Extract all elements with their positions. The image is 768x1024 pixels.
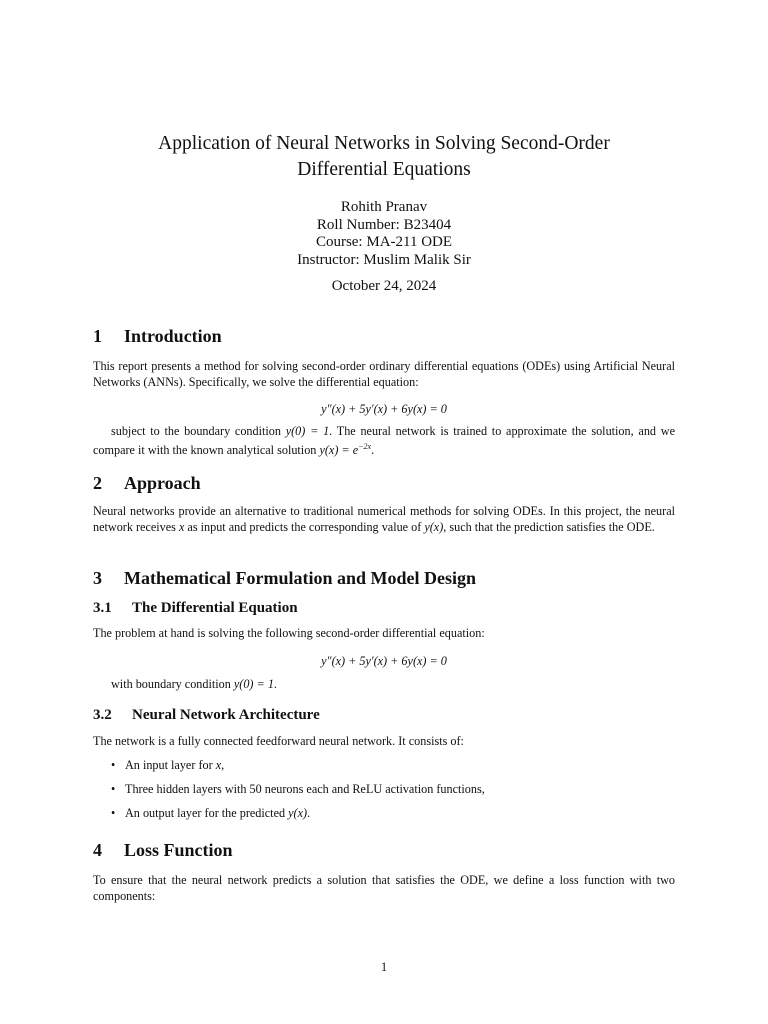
differential-equation: y″(x) + 5y′(x) + 6y(x) = 0 bbox=[321, 654, 447, 668]
introduction-equation: y″(x) + 5y′(x) + 6y(x) = 0 bbox=[321, 402, 447, 416]
text-span: . The neural network is trained to approximate the solution, and we compare it with the known analytical solution bbox=[93, 424, 675, 458]
author-roll-number: Roll Number: B23404 bbox=[316, 216, 452, 233]
subsection-heading-differential-equation bbox=[93, 600, 298, 617]
math-x: x bbox=[215, 758, 222, 772]
text-span: , bbox=[221, 758, 225, 772]
math-y-of-x: y(x) bbox=[288, 806, 308, 820]
subsection-title-text: The Differential Equation bbox=[132, 600, 298, 616]
text-span: Three hidden layers with 50 neurons each and ReLU activation functions, bbox=[125, 782, 485, 796]
text-span: . bbox=[371, 443, 375, 458]
subsection-number: 3.2 bbox=[93, 707, 112, 723]
paper-title-line1: Application of Neural Networks in Solving Second-Order bbox=[158, 133, 610, 154]
section-title-text: Loss Function bbox=[124, 840, 233, 860]
approach-paragraph bbox=[93, 503, 675, 535]
math-x: x bbox=[178, 520, 185, 534]
section-heading-approach bbox=[93, 473, 201, 494]
network-architecture-paragraph: The network is a fully connected feedforward neural network. It consists of: bbox=[93, 734, 464, 748]
math-y-of-x: y(x) bbox=[424, 520, 444, 534]
text-span: . bbox=[273, 677, 277, 691]
loss-function-paragraph: To ensure that the neural network predicts a solution that satisfies the ODE, we define a loss function with two components: bbox=[93, 873, 675, 903]
paper-date: October 24, 2024 bbox=[331, 278, 437, 294]
text-span: Neural networks provide an alternative to traditional numerical methods for solving ODEs. In this project, the neural network receives bbox=[93, 504, 675, 534]
list-item bbox=[93, 805, 675, 829]
page-number: 1 bbox=[380, 960, 388, 974]
text-span: , such that the prediction satisfies the ODE. bbox=[443, 520, 655, 534]
paper-title-line2: Differential Equations bbox=[297, 159, 471, 180]
section-heading-introduction bbox=[93, 326, 222, 347]
author-instructor: Instructor: Muslim Malik Sir bbox=[297, 251, 471, 268]
text-span: An input layer for bbox=[125, 758, 216, 772]
subsection-title-text: Neural Network Architecture bbox=[132, 707, 320, 723]
author-name: Rohith Pranav bbox=[340, 199, 428, 215]
bullet-icon: • bbox=[111, 758, 116, 772]
author-block bbox=[93, 199, 675, 269]
section-title-text: Approach bbox=[124, 473, 201, 493]
paper-title bbox=[93, 131, 675, 183]
bullet-icon: • bbox=[111, 782, 116, 796]
math-boundary-condition: y(0) = 1 bbox=[233, 677, 274, 691]
text-span: . bbox=[307, 806, 311, 820]
section-title-text: Introduction bbox=[124, 326, 222, 346]
math-boundary-condition: y(0) = 1 bbox=[285, 424, 330, 438]
section-heading-loss-function bbox=[93, 840, 233, 861]
text-span: with boundary condition bbox=[111, 677, 234, 691]
architecture-list bbox=[93, 757, 675, 829]
subsection-number: 3.1 bbox=[93, 600, 112, 616]
section-heading-mathematical-formulation bbox=[93, 568, 476, 589]
section-number: 2 bbox=[93, 473, 102, 493]
boundary-condition-paragraph bbox=[93, 676, 675, 692]
subsection-heading-network-architecture bbox=[93, 707, 320, 724]
text-span: as input and predicts the corresponding value of bbox=[184, 520, 425, 534]
bullet-icon: • bbox=[111, 806, 116, 820]
text-span: An output layer for the predicted bbox=[125, 806, 289, 820]
section-title-text: Mathematical Formulation and Model Design bbox=[124, 568, 476, 588]
math-analytical-solution: y(x) = e bbox=[319, 443, 359, 458]
author-course: Course: MA-211 ODE bbox=[315, 234, 453, 250]
text-span: subject to the boundary condition bbox=[111, 424, 286, 438]
section-number: 4 bbox=[93, 840, 102, 860]
section-number: 1 bbox=[93, 326, 102, 346]
introduction-paragraph-1: This report presents a method for solving second-order ordinary differential equations (ODEs) using Artificial Neural Networks (ANNs). Specifically, we solve the differential equation: bbox=[93, 359, 675, 389]
introduction-paragraph-2 bbox=[93, 423, 675, 458]
list-item bbox=[93, 757, 675, 781]
math-exponent: −2x bbox=[358, 442, 372, 451]
section-number: 3 bbox=[93, 568, 102, 588]
differential-equation-paragraph: The problem at hand is solving the following second-order differential equation: bbox=[93, 626, 485, 640]
list-item bbox=[93, 781, 675, 805]
